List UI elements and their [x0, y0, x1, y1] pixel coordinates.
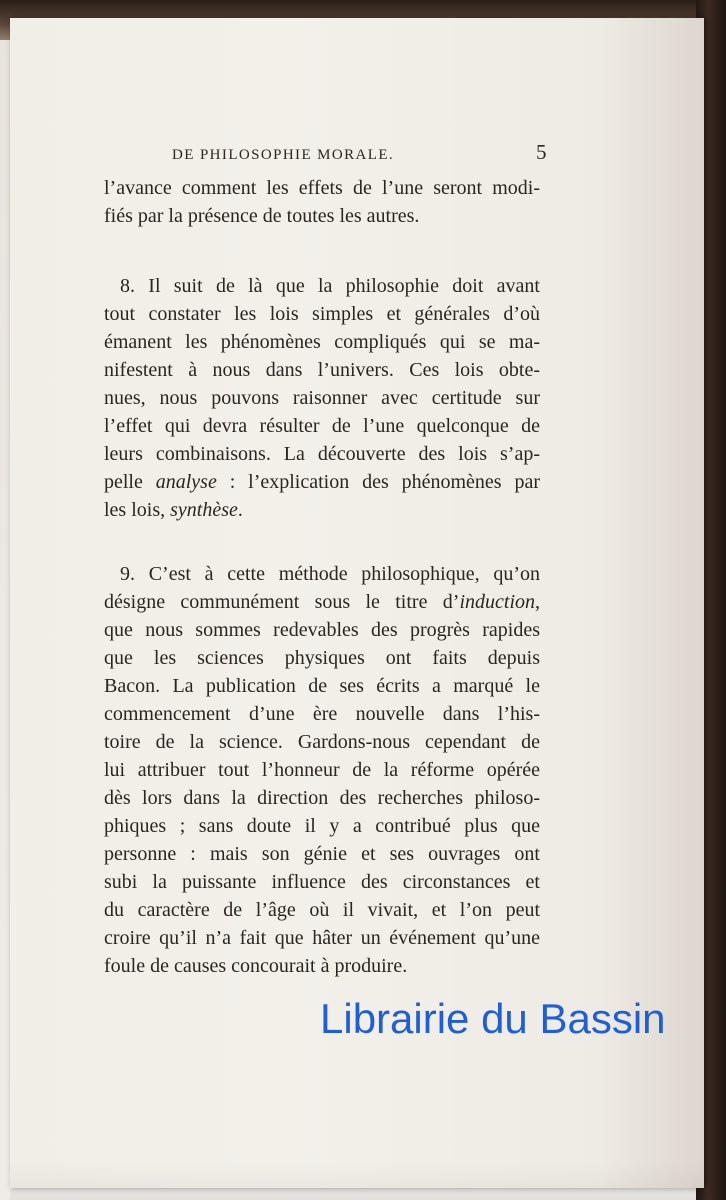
text-segment: pelle	[104, 471, 156, 493]
page-number: 5	[536, 140, 547, 164]
text-line: fiés par la présence de toutes les autres.	[104, 205, 420, 227]
text-segment: : l’explication des phénomènes par	[216, 471, 540, 493]
text-line: émanent les phénomènes compliqués qui se ma-	[104, 331, 540, 353]
italic-term-synthese: synthèse	[170, 499, 238, 521]
text-line: 9. C’est à cette méthode philosophique, qu’on	[120, 563, 540, 585]
text-line: personne : mais son génie et ses ouvrages ont	[104, 843, 540, 865]
text-segment: ,	[535, 591, 540, 613]
text-line: Bacon. La publication de ses écrits a marqué le	[104, 675, 540, 697]
text-line: croire qu’il n’a fait que hâter un événement qu’une	[104, 927, 540, 949]
text-line-synthese	[104, 496, 540, 524]
text-line: leurs combinaisons. La découverte des lois s’ap-	[104, 443, 540, 465]
text-line: nues, nous pouvons raisonner avec certitude sur	[104, 387, 540, 409]
text-line: que nous sommes redevables des progrès rapides	[104, 619, 540, 641]
text-line-induction	[104, 588, 540, 616]
text-line: du caractère de l’âge où il vivait, et l’on peut	[104, 899, 540, 921]
text-line: commencement d’une ère nouvelle dans l’his-	[104, 703, 540, 725]
paragraph-continuation	[104, 174, 540, 230]
text-line: phiques ; sans doute il y a contribué plus que	[104, 815, 540, 837]
text-line: tout constater les lois simples et générales d’où	[104, 303, 540, 325]
paragraph-9	[104, 560, 540, 980]
text-segment: désigne communément sous le titre d’	[104, 591, 460, 613]
text-line: que les sciences physiques ont faits depuis	[104, 647, 540, 669]
text-line: toire de la science. Gardons-nous cependant de	[104, 731, 540, 753]
paragraph-8	[104, 272, 540, 524]
text-line: foule de causes concourait à produire.	[104, 955, 408, 977]
page-shadow	[10, 1160, 704, 1200]
text-line: subi la puissante influence des circonstances et	[104, 871, 540, 893]
text-segment: .	[237, 499, 243, 521]
text-line: dès lors dans la direction des recherches philoso-	[104, 787, 540, 809]
text-line-analyse	[104, 468, 540, 496]
running-head: DE PHILOSOPHIE MORALE.	[172, 147, 395, 163]
text-line: l’avance comment les effets de l’une seront modi-	[104, 177, 540, 199]
italic-term-analyse: analyse	[155, 471, 217, 493]
text-line: nifestent à nous dans l’univers. Ces lois obte-	[104, 359, 540, 381]
watermark: Librairie du Bassin	[320, 995, 666, 1042]
italic-term-induction: induction	[459, 591, 535, 613]
text-segment: les lois,	[104, 499, 171, 521]
text-line: l’effet qui devra résulter de l’une quelconque de	[104, 415, 540, 437]
text-line: 8. Il suit de là que la philosophie doit avant	[120, 275, 540, 297]
text-line: lui attribuer tout l’honneur de la réforme opérée	[104, 759, 540, 781]
